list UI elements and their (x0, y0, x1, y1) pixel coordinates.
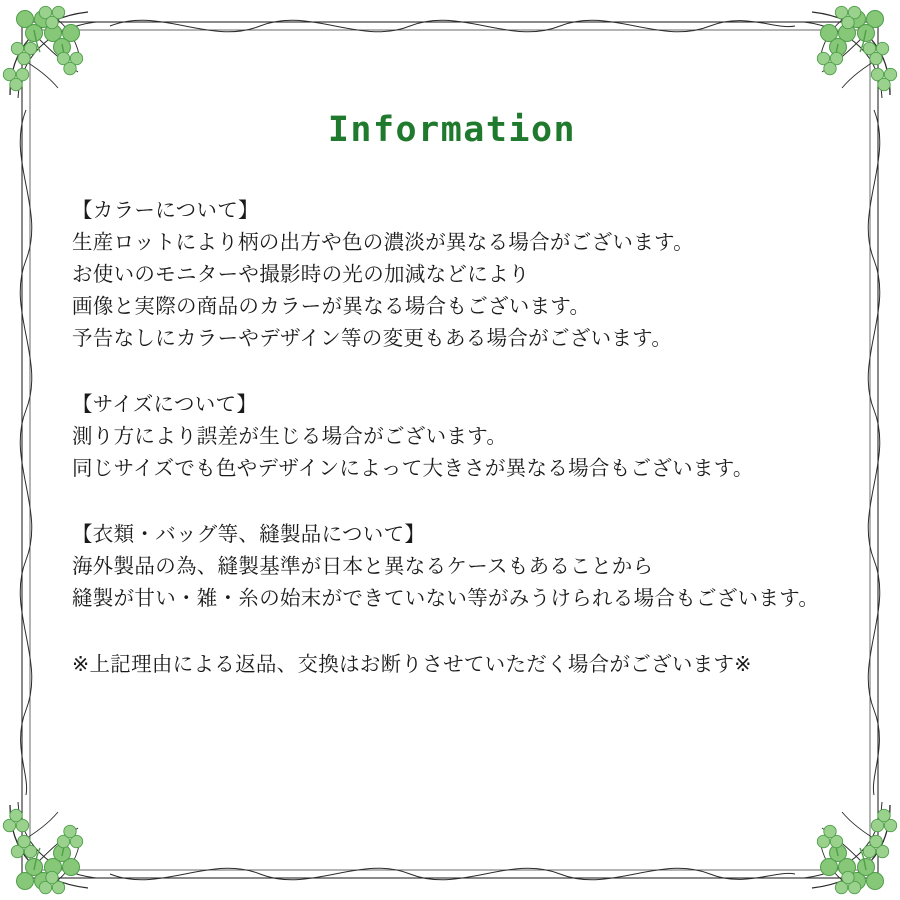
section-heading: 【サイズについて】 (72, 392, 258, 416)
page-title: Information (327, 110, 577, 150)
section-heading: 【カラーについて】 (72, 198, 259, 222)
section-line: 画像と実際の商品のカラーが異なる場合もございます。 (72, 294, 591, 318)
section-line: 予告なしにカラーやデザイン等の変更もある場合がございます。 (72, 326, 673, 350)
section-line: 測り方により誤差が生じる場合がございます。 (72, 424, 508, 448)
section-line: お使いのモニターや撮影時の光の加減などにより (72, 262, 530, 286)
section-line: 生産ロットにより柄の出方や色の濃淡が異なる場合がございます。 (72, 230, 694, 254)
clover-leaf-ornament-icon (804, 6, 897, 98)
section-heading: 【衣類・バッグ等、縫製品について】 (72, 522, 426, 546)
section-color (72, 194, 832, 354)
footnote: ※上記理由による返品、交換はお断りさせていただく場合がございます※ (72, 652, 752, 676)
section-line: 同じサイズでも色やデザインによって大きさが異なる場合もございます。 (72, 456, 754, 480)
section-line: 縫製が甘い・雑・糸の始末ができていない等がみうけられる場合もございます。 (72, 586, 820, 610)
clover-leaf-ornament-icon (3, 6, 96, 98)
section-garments (72, 518, 832, 614)
section-line: 海外製品の為、縫製基準が日本と異なるケースもあることから (72, 554, 654, 578)
document-content (72, 110, 832, 680)
clover-leaf-ornament-icon (3, 802, 96, 894)
section-size (72, 388, 832, 484)
clover-leaf-ornament-icon (804, 802, 897, 894)
